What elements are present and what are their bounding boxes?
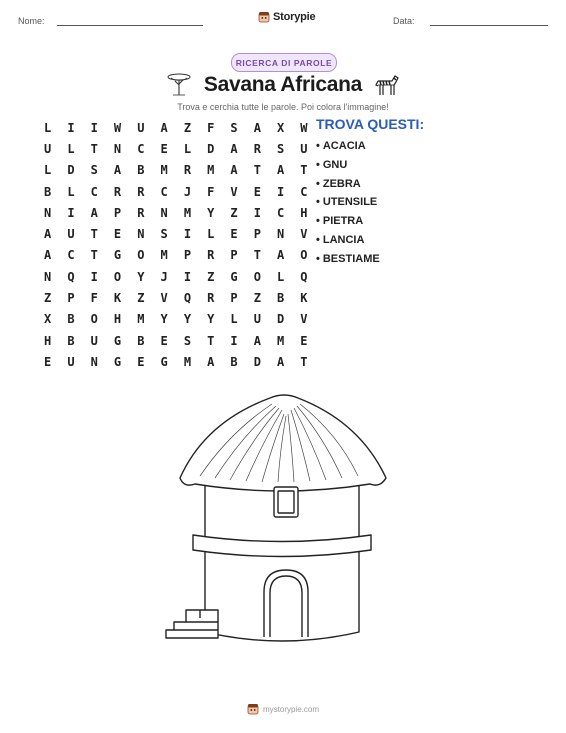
grid-cell[interactable]: V (230, 184, 238, 199)
grid-cell[interactable]: S (160, 227, 168, 242)
grid-cell[interactable]: O (300, 248, 308, 263)
grid-cell[interactable]: B (137, 333, 145, 348)
brand-name: Storypie (273, 11, 316, 23)
grid-cell[interactable]: E (160, 141, 168, 156)
grid-cell[interactable]: U (300, 141, 308, 156)
hut-illustration (160, 392, 406, 650)
grid-cell[interactable]: R (207, 248, 215, 263)
grid-cell[interactable]: A (277, 163, 285, 178)
name-label: Nome: (18, 16, 45, 26)
grid-cell[interactable]: J (183, 184, 192, 199)
grid-cell[interactable]: E (300, 333, 308, 348)
name-line[interactable] (57, 25, 203, 26)
grid-cell[interactable]: I (90, 269, 98, 284)
grid-cell[interactable]: W (113, 120, 122, 135)
grid-cell[interactable]: T (253, 248, 261, 263)
grid-cell[interactable]: D (277, 312, 285, 327)
grid-cell[interactable]: R (137, 205, 145, 220)
grid-cell[interactable]: N (113, 141, 122, 156)
word-text: BESTIAME (322, 252, 380, 265)
grid-cell[interactable]: U (67, 354, 75, 369)
grid-cell[interactable]: Z (230, 205, 238, 220)
word-bullet: • (316, 215, 320, 228)
word-text: GNU (322, 158, 348, 171)
grid-cell[interactable]: A (253, 120, 261, 135)
grid-cell[interactable]: V (300, 227, 308, 242)
word-text: ACACIA (322, 140, 366, 152)
grid-cell[interactable]: T (207, 333, 215, 348)
page-title: Savana Africana (203, 73, 363, 96)
grid-cell[interactable]: P (67, 291, 75, 306)
word-item (316, 178, 424, 197)
grid-cell[interactable]: Z (137, 291, 145, 306)
title-row (0, 71, 566, 101)
brand (258, 11, 315, 23)
grid-cell[interactable]: T (300, 354, 308, 369)
grid-cell[interactable]: E (137, 354, 145, 369)
word-bullet: • (316, 252, 320, 265)
grid-cell[interactable]: C (90, 184, 98, 199)
grid-cell[interactable]: Y (160, 312, 168, 327)
grid-cell[interactable]: H (300, 205, 308, 220)
grid-cell[interactable]: G (113, 333, 122, 348)
grid-cell[interactable]: M (160, 163, 168, 178)
word-bullet: • (316, 196, 320, 209)
grid-cell[interactable]: M (137, 312, 145, 327)
grid-cell[interactable]: L (44, 163, 52, 178)
grid-cell[interactable]: A (277, 354, 285, 369)
grid-cell[interactable]: J (160, 269, 168, 284)
grid-cell[interactable]: M (160, 248, 168, 263)
grid-row (36, 309, 316, 330)
word-text: ZEBRA (322, 177, 361, 190)
grid-cell[interactable]: F (90, 291, 98, 306)
grid-cell[interactable]: T (253, 163, 261, 178)
grid-cell[interactable]: A (253, 333, 261, 348)
zebra-icon (372, 71, 400, 97)
grid-cell[interactable]: I (183, 227, 192, 242)
worksheet-header (0, 0, 566, 34)
grid-cell[interactable]: R (137, 184, 145, 199)
grid-cell[interactable]: B (67, 333, 75, 348)
grid-cell[interactable]: C (67, 248, 75, 263)
grid-cell[interactable]: N (90, 354, 98, 369)
grid-cell[interactable]: Y (183, 312, 192, 327)
grid-cell[interactable]: S (183, 333, 192, 348)
grid-cell[interactable]: A (90, 205, 98, 220)
grid-cell[interactable]: N (44, 269, 52, 284)
grid-cell[interactable]: U (90, 333, 98, 348)
grid-cell[interactable]: C (300, 184, 308, 199)
grid-cell[interactable]: R (183, 163, 192, 178)
grid-cell[interactable]: A (113, 163, 122, 178)
grid-cell[interactable]: E (113, 227, 122, 242)
grid-cell[interactable]: D (67, 163, 75, 178)
grid-cell[interactable]: T (90, 141, 98, 156)
grid-cell[interactable]: P (253, 227, 261, 242)
grid-cell[interactable]: F (207, 120, 215, 135)
word-item (316, 140, 424, 159)
word-text: UTENSILE (322, 196, 378, 209)
grid-cell[interactable]: U (137, 120, 145, 135)
grid-cell[interactable]: N (160, 205, 168, 220)
grid-cell[interactable]: E (253, 184, 261, 199)
word-bullet: • (316, 177, 320, 190)
grid-cell[interactable]: V (300, 312, 308, 327)
grid-cell[interactable]: G (230, 269, 238, 284)
grid-cell[interactable]: I (67, 120, 75, 135)
grid-cell[interactable]: P (230, 248, 238, 263)
grid-row (36, 287, 316, 308)
grid-cell[interactable]: G (113, 248, 122, 263)
grid-cell[interactable]: H (113, 312, 122, 327)
grid-cell[interactable]: O (137, 248, 145, 263)
grid-cell[interactable]: D (253, 354, 261, 369)
grid-cell[interactable]: L (67, 184, 75, 199)
word-bullet: • (316, 140, 320, 152)
grid-row (36, 117, 316, 138)
word-item (316, 159, 424, 178)
grid-cell[interactable]: I (253, 205, 261, 220)
grid-cell[interactable]: F (207, 184, 215, 199)
grid-cell[interactable]: S (277, 141, 285, 156)
storypie-footer-logo-icon (247, 703, 259, 715)
grid-cell[interactable]: O (90, 312, 98, 327)
grid-cell[interactable]: L (67, 141, 75, 156)
grid-cell[interactable]: R (253, 141, 261, 156)
grid-cell[interactable]: L (44, 120, 52, 135)
grid-cell[interactable]: Z (253, 291, 261, 306)
grid-cell[interactable]: P (183, 248, 192, 263)
grid-cell[interactable]: G (160, 354, 168, 369)
grid-cell[interactable]: M (277, 333, 285, 348)
grid-cell[interactable]: B (230, 354, 238, 369)
grid-row (36, 138, 316, 159)
grid-cell[interactable]: B (137, 163, 145, 178)
grid-cell[interactable]: U (253, 312, 261, 327)
grid-cell[interactable]: P (113, 205, 122, 220)
grid-cell[interactable]: X (44, 312, 52, 327)
word-list-heading: TROVA QUESTI: (316, 116, 425, 132)
grid-row (36, 202, 316, 223)
grid-cell[interactable]: C (160, 184, 168, 199)
word-search-grid[interactable] (36, 117, 316, 373)
grid-cell[interactable]: M (183, 354, 192, 369)
word-bullet: • (316, 158, 320, 171)
grid-cell[interactable]: T (90, 248, 98, 263)
grid-cell[interactable]: M (207, 163, 215, 178)
grid-cell[interactable]: I (67, 205, 75, 220)
date-line[interactable] (430, 25, 548, 26)
grid-cell[interactable]: Y (137, 269, 145, 284)
grid-cell[interactable]: U (44, 141, 52, 156)
grid-cell[interactable]: I (90, 120, 98, 135)
grid-cell[interactable]: S (90, 163, 98, 178)
grid-cell[interactable]: A (230, 163, 238, 178)
grid-row (36, 266, 316, 287)
grid-cell[interactable]: Q (67, 269, 75, 284)
grid-cell[interactable]: B (67, 312, 75, 327)
grid-cell[interactable]: A (160, 120, 168, 135)
word-list (316, 116, 424, 272)
word-item (316, 215, 424, 234)
grid-cell[interactable]: E (160, 333, 168, 348)
grid-cell[interactable]: S (230, 120, 238, 135)
grid-cell[interactable]: E (44, 354, 52, 369)
grid-cell[interactable]: P (230, 291, 238, 306)
footer (0, 703, 566, 715)
grid-cell[interactable]: A (207, 354, 215, 369)
grid-cell[interactable]: E (230, 227, 238, 242)
grid-cell[interactable]: K (113, 291, 122, 306)
grid-cell[interactable]: Z (207, 269, 215, 284)
grid-cell[interactable]: O (253, 269, 261, 284)
grid-cell[interactable]: Q (300, 269, 308, 284)
grid-row (36, 181, 316, 202)
grid-cell[interactable]: A (44, 248, 52, 263)
worksheet-type-badge: RICERCA DI PAROLE (231, 53, 337, 72)
grid-cell[interactable]: T (90, 227, 98, 242)
grid-cell[interactable]: C (137, 141, 145, 156)
grid-cell[interactable]: N (137, 227, 145, 242)
grid-cell[interactable]: Y (207, 205, 215, 220)
grid-cell[interactable]: T (300, 163, 308, 178)
grid-cell[interactable]: N (44, 205, 52, 220)
word-item (316, 196, 424, 215)
grid-row (36, 330, 316, 351)
word-text: PIETRA (322, 215, 364, 228)
storypie-logo-icon (258, 11, 270, 23)
grid-cell[interactable]: I (277, 184, 285, 199)
grid-cell[interactable]: L (277, 269, 285, 284)
grid-cell[interactable]: K (300, 291, 308, 306)
grid-cell[interactable]: X (277, 120, 285, 135)
grid-cell[interactable]: N (277, 227, 285, 242)
word-text: LANCIA (322, 233, 365, 246)
grid-cell[interactable]: B (44, 184, 52, 199)
grid-row (36, 160, 316, 181)
grid-cell[interactable]: Y (207, 312, 215, 327)
grid-cell[interactable]: R (113, 184, 122, 199)
grid-cell[interactable]: A (44, 227, 52, 242)
grid-cell[interactable]: L (207, 227, 215, 242)
instructions: Trova e cerchia tutte le parole. Poi colora l'immagine! (177, 102, 389, 112)
grid-cell[interactable]: A (230, 141, 238, 156)
footer-site[interactable]: mystorypie.com (262, 704, 319, 714)
grid-cell[interactable]: O (113, 269, 122, 284)
grid-cell[interactable]: A (277, 248, 285, 263)
grid-cell[interactable]: Z (44, 291, 52, 306)
grid-row (36, 351, 316, 372)
grid-cell[interactable]: W (300, 120, 308, 135)
date-label: Data: (393, 16, 415, 26)
grid-cell[interactable]: G (113, 354, 122, 369)
grid-cell[interactable]: U (67, 227, 75, 242)
grid-cell[interactable]: M (183, 205, 192, 220)
grid-cell[interactable]: Z (183, 120, 192, 135)
grid-cell[interactable]: D (207, 141, 215, 156)
grid-cell[interactable]: Q (183, 291, 192, 306)
grid-row (36, 223, 316, 244)
grid-cell[interactable]: I (183, 269, 192, 284)
word-item (316, 253, 424, 272)
grid-cell[interactable]: L (230, 312, 238, 327)
grid-cell[interactable]: L (183, 141, 192, 156)
grid-cell[interactable]: V (160, 291, 168, 306)
grid-cell[interactable]: I (230, 333, 238, 348)
grid-row (36, 245, 316, 266)
grid-cell[interactable]: R (207, 291, 215, 306)
word-bullet: • (316, 233, 320, 246)
word-item (316, 234, 424, 253)
grid-cell[interactable]: C (277, 205, 285, 220)
grid-cell[interactable]: H (44, 333, 52, 348)
grid-cell[interactable]: B (277, 291, 285, 306)
